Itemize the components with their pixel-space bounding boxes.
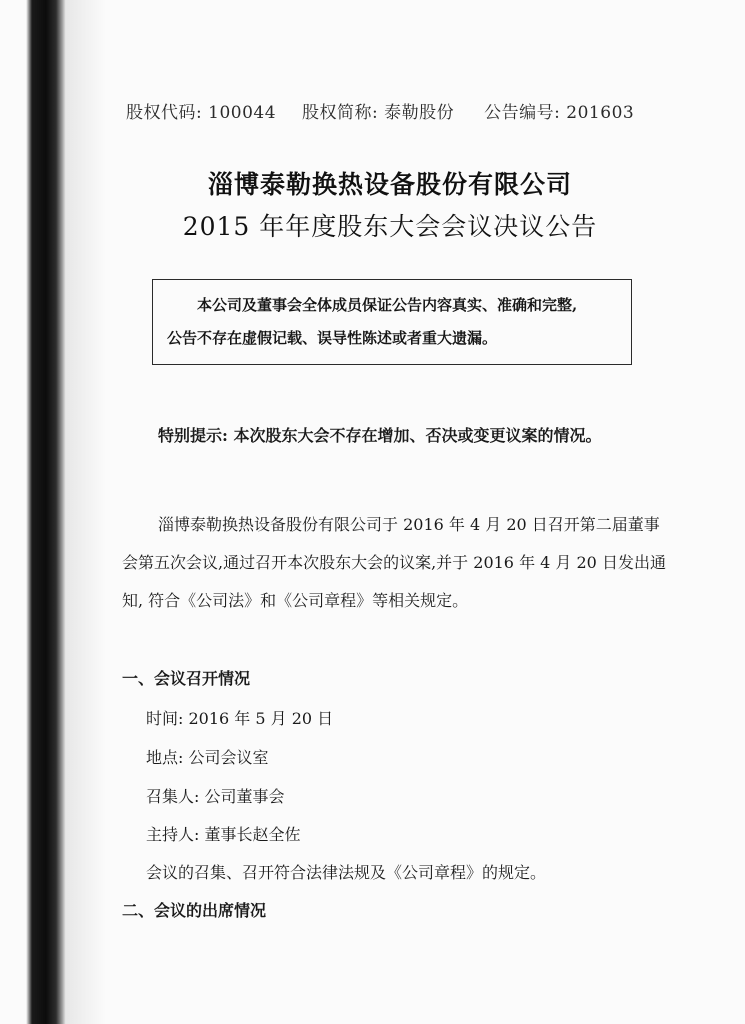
meeting-place: 地点: 公司会议室 — [146, 748, 269, 767]
section-2-heading: 二、会议的出席情况 — [122, 901, 267, 920]
declaration-line-2: 公告不存在虚假记载、误导性陈述或者重大遗漏。 — [167, 329, 498, 347]
section-1-heading: 一、会议召开情况 — [122, 669, 251, 688]
meeting-convener: 召集人: 公司董事会 — [146, 787, 285, 806]
declaration-line-1: 本公司及董事会全体成员保证公告内容真实、准确和完整, — [197, 296, 578, 314]
meeting-time: 时间: 2016 年 5 月 20 日 — [146, 709, 334, 728]
stock-code: 股权代码: 100044 — [126, 103, 277, 123]
announcement-title: 2015 年年度股东大会会议决议公告 — [182, 212, 598, 241]
intro-paragraph — [122, 506, 670, 620]
declaration-box — [152, 279, 632, 365]
meeting-host: 主持人: 董事长赵全佐 — [146, 825, 301, 844]
special-notice-text: 特别提示: 本次股东大会不存在增加、否决或变更议案的情况。 — [158, 426, 602, 445]
stock-abbreviation: 股权简称: 泰勒股份 — [302, 103, 455, 123]
intro-paragraph-text: 淄博泰勒换热设备股份有限公司于 2016 年 4 月 20 日召开第二届董事会第五次会议,通过召开本次股东大会的议案,并于 2016 年 4 月 20 日发出通知, 符合《公司法》和《公司章程》等相关规定。 — [122, 515, 666, 610]
notice-number: 公告编号: 201603 — [484, 103, 635, 123]
compliance-statement: 会议的召集、召开符合法律法规及《公司章程》的规定。 — [146, 863, 547, 882]
scan-binding-shadow — [26, 0, 66, 1024]
company-name-title: 淄博泰勒换热设备股份有限公司 — [207, 170, 572, 199]
special-notice — [122, 417, 670, 455]
announcement-header — [126, 98, 686, 123]
scan-shadow-fade — [66, 0, 106, 1024]
